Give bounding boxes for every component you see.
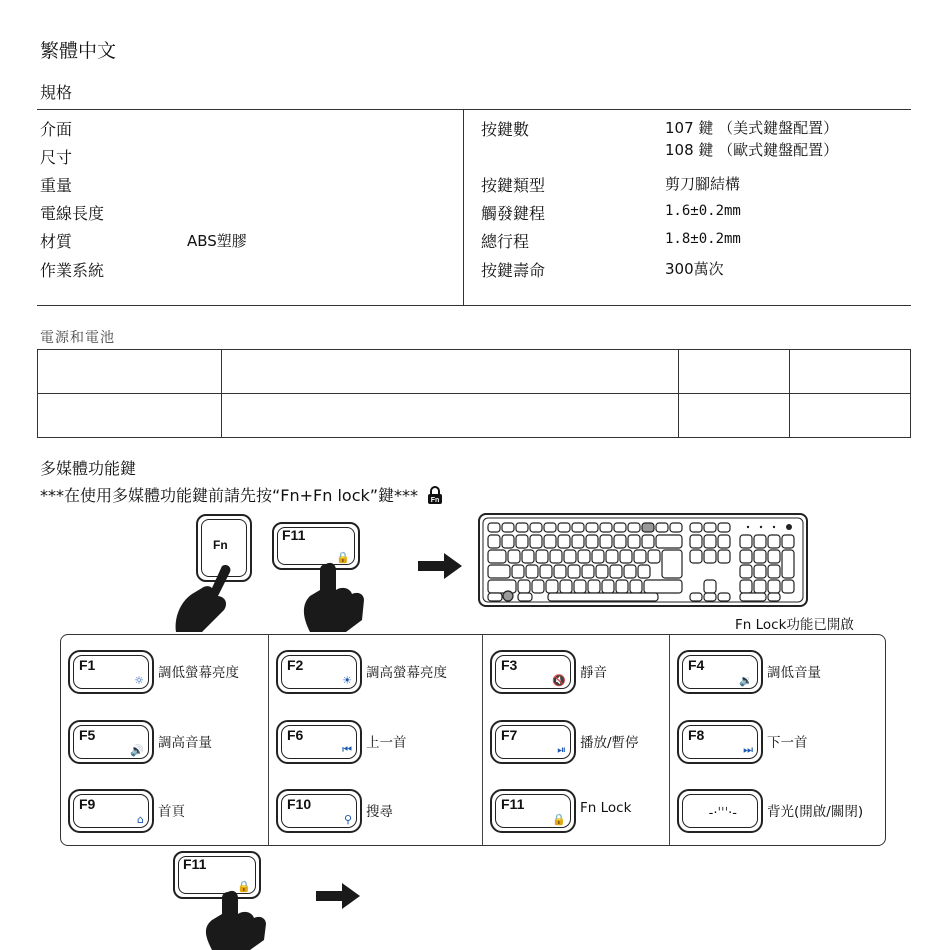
table-row	[38, 394, 911, 438]
function-key-label: F6	[287, 727, 304, 743]
volume-up-icon: 🔊	[130, 744, 144, 757]
mute-icon: 🔇	[552, 674, 566, 687]
function-key-f3	[490, 650, 576, 694]
spec-value: ABS塑膠	[187, 232, 247, 250]
arrow-right-icon	[316, 882, 360, 910]
fn-lock-status: Fn Lock功能已開啟	[735, 617, 854, 633]
f11-key-label: F11	[183, 856, 207, 872]
fn-lock-icon: 🔒	[237, 880, 251, 893]
keyboard-illustration	[478, 513, 808, 607]
function-key-label: F5	[79, 727, 96, 743]
function-key-f7	[490, 720, 576, 764]
function-key-description: Fn Lock	[580, 800, 632, 816]
function-key-f11	[490, 789, 576, 833]
play-pause-icon: ⏯	[557, 743, 566, 756]
spec-label: 按鍵類型	[481, 176, 546, 195]
spec-label: 材質	[40, 232, 73, 251]
multimedia-note	[40, 483, 443, 508]
function-key-label: F3	[501, 657, 518, 673]
spec-value: 108 鍵 （歐式鍵盤配置）	[665, 141, 839, 159]
table-cell	[679, 394, 790, 438]
power-table	[37, 349, 911, 438]
function-key-cell	[669, 706, 869, 776]
fn-key-label: Fn	[213, 538, 228, 552]
table-cell	[222, 394, 679, 438]
table-cell	[222, 350, 679, 394]
multimedia-note-text: ***在使用多媒體功能鍵前請先按“Fn+Fn lock”鍵***	[40, 486, 419, 505]
function-key-label: F7	[501, 727, 518, 743]
spec-value: 剪刀腳結構	[665, 175, 741, 193]
function-key-cell	[669, 775, 869, 845]
function-key-label: F10	[287, 796, 312, 812]
table-row	[38, 350, 911, 394]
table-cell	[679, 350, 790, 394]
svg-text:Fn: Fn	[430, 497, 440, 504]
fn-lock-icon: 🔒	[336, 551, 350, 564]
function-key-description: 搜尋	[366, 804, 393, 820]
function-key-cell	[482, 636, 682, 706]
function-key-description: 背光(開啟/關閉)	[767, 804, 864, 820]
function-key-cell	[268, 775, 468, 845]
pointing-hand-icon	[172, 562, 242, 634]
home-icon: ⌂	[137, 813, 144, 826]
function-key-description: 調低螢幕亮度	[158, 665, 239, 681]
pointing-hand-icon	[198, 888, 278, 950]
search-icon: ⚲	[343, 813, 352, 826]
function-key-f5	[68, 720, 154, 764]
spec-label: 尺寸	[40, 148, 73, 167]
function-key-f1	[68, 650, 154, 694]
spec-label: 觸發鍵程	[481, 204, 546, 223]
function-key-f10	[276, 789, 362, 833]
spec-label: 重量	[40, 176, 73, 195]
function-key-f4	[677, 650, 763, 694]
spec-value: 300萬次	[665, 260, 724, 278]
function-key-f6	[276, 720, 362, 764]
spec-label: 介面	[40, 120, 73, 139]
table-cell	[38, 350, 222, 394]
function-key-description: 播放/暫停	[580, 735, 639, 751]
multimedia-heading: 多媒體功能鍵	[40, 459, 137, 478]
function-key-cell	[482, 775, 682, 845]
function-key-f9	[68, 789, 154, 833]
function-key-cell	[60, 775, 260, 845]
spec-label: 總行程	[481, 232, 530, 251]
function-key-cell	[268, 636, 468, 706]
function-key-cell	[60, 706, 260, 776]
fn-lock-icon	[427, 486, 443, 508]
power-heading: 電源和電池	[40, 330, 115, 346]
function-key-description: 調低音量	[767, 665, 821, 681]
spec-value: 107 鍵 （美式鍵盤配置）	[665, 119, 839, 137]
function-key-label: F2	[287, 657, 304, 673]
function-key-cell	[669, 636, 869, 706]
brightness-down-icon: ☼	[134, 674, 144, 687]
function-key-label: F9	[79, 796, 96, 812]
function-key-f2	[276, 650, 362, 694]
arrow-right-icon	[418, 552, 462, 580]
spec-label: 作業系統	[40, 261, 105, 280]
spec-value: 1.6±0.2mm	[665, 203, 741, 219]
function-key-description: 上一首	[366, 735, 407, 751]
spec-label: 按鍵壽命	[481, 261, 546, 280]
function-key-cell	[268, 706, 468, 776]
page-title: 繁體中文	[40, 40, 117, 62]
pointing-hand-icon	[296, 560, 376, 634]
brightness-up-icon: ☀	[342, 674, 352, 687]
spec-bottom-rule	[37, 305, 911, 306]
function-key-description: 下一首	[767, 735, 808, 751]
backlight-icon: -·ˈˈˈ·-	[708, 806, 737, 821]
function-key-label: F11	[501, 796, 525, 812]
table-cell	[790, 350, 911, 394]
function-key-description: 調高音量	[158, 735, 212, 751]
volume-down-icon: 🔉	[739, 674, 753, 687]
function-key-description: 靜音	[580, 665, 607, 681]
function-key-cell	[482, 706, 682, 776]
next-track-icon: ⏭	[743, 743, 753, 756]
spec-label: 按鍵數	[481, 120, 530, 139]
function-key-description: 調高螢幕亮度	[366, 665, 447, 681]
spec-divider	[463, 110, 464, 305]
function-key-backlight	[677, 789, 763, 833]
spec-label: 電線長度	[40, 204, 105, 223]
table-cell	[790, 394, 911, 438]
spec-value: 1.8±0.2mm	[665, 231, 741, 247]
function-key-label: F8	[688, 727, 705, 743]
previous-track-icon: ⏮	[342, 743, 352, 756]
function-key-label: F4	[688, 657, 705, 673]
spec-top-rule	[37, 109, 911, 110]
f11-key-label: F11	[282, 527, 306, 543]
function-key-description: 首頁	[158, 804, 185, 820]
fn-lock-icon: 🔒	[552, 813, 566, 826]
table-cell	[38, 394, 222, 438]
function-key-f8	[677, 720, 763, 764]
function-key-cell	[60, 636, 260, 706]
function-key-label: F1	[79, 657, 96, 673]
specs-heading: 規格	[40, 83, 73, 102]
